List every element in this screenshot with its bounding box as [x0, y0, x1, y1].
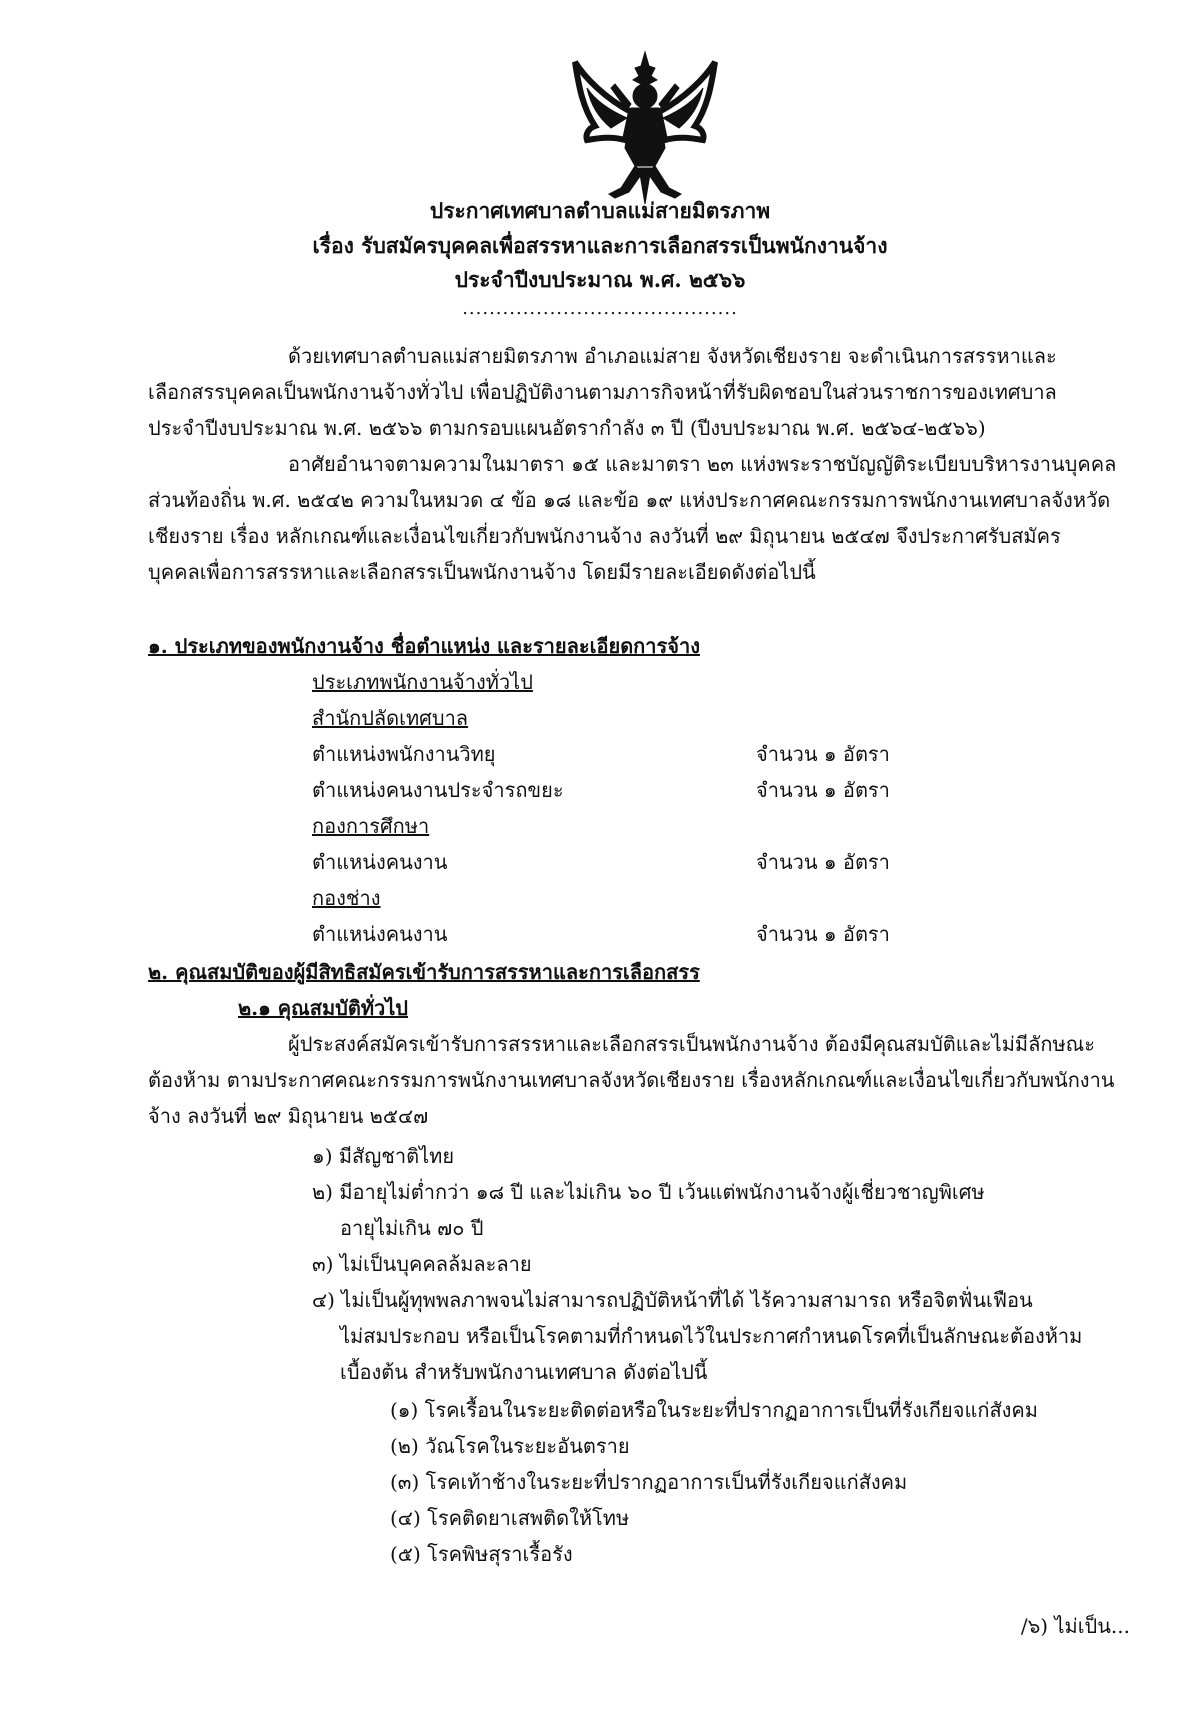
garuda-emblem-icon — [565, 48, 725, 208]
intro-p2-line2: ส่วนท้องถิ่น พ.ศ. ๒๕๔๒ ความในหมวด ๔ ข้อ ๑๘ และข้อ ๑๙ แห่งประกาศคณะกรรมการพนักงานเทศบาลจังหวัด — [148, 488, 1111, 512]
employee-type-label: ประเภทพนักงานจ้างทั่วไป — [312, 670, 533, 694]
section1-heading: ๑. ประเภทของพนักงานจ้าง ชื่อตำแหน่ง และรายละเอียดการจ้าง — [148, 634, 700, 658]
position-worker-engineering: ตำแหน่งคนงาน — [312, 922, 448, 946]
disease-item-1: (๑) โรคเรื้อนในระยะติดต่อหรือในระยะที่ปรากฏอาการเป็นที่รังเกียจแก่สังคม — [390, 1398, 1038, 1422]
section2-1-heading: ๒.๑ คุณสมบัติทั่วไป — [238, 996, 408, 1020]
qualification-item-2: ๒) มีอายุไม่ต่ำกว่า ๑๘ ปี และไม่เกิน ๖๐ ปี เว้นแต่พนักงานจ้างผู้เชี่ยวชาญพิเศษ — [312, 1180, 985, 1204]
position-amount: จำนวน ๑ อัตรา — [756, 742, 890, 766]
continued-marker: /๖) ไม่เป็น... — [1020, 1614, 1130, 1638]
section2-intro-line2: ต้องห้าม ตามประกาศคณะกรรมการพนักงานเทศบาลจังหวัดเชียงราย เรื่องหลักเกณฑ์และเงื่อนไขเกี่ยวกับพนักงาน — [148, 1068, 1115, 1092]
disease-item-2: (๒) วัณโรคในระยะอันตราย — [390, 1434, 630, 1458]
qualification-item-2-cont: อายุไม่เกิน ๗๐ ปี — [340, 1216, 484, 1240]
fiscal-year-line: ประจำปีงบประมาณ พ.ศ. ๒๕๖๖ — [454, 267, 746, 292]
qualification-item-3: ๓) ไม่เป็นบุคคลล้มละลาย — [312, 1252, 532, 1276]
intro-p1-line3: ประจำปีงบประมาณ พ.ศ. ๒๕๖๖ ตามกรอบแผนอัตรากำลัง ๓ ปี (ปีงบประมาณ พ.ศ. ๒๕๖๔-๒๕๖๖) — [148, 416, 986, 440]
qualification-item-4-cont1: ไม่สมประกอบ หรือเป็นโรคตามที่กำหนดไว้ในประกาศกำหนดโรคที่เป็นลักษณะต้องห้าม — [340, 1324, 1083, 1348]
dept-office-label: สำนักปลัดเทศบาล — [312, 706, 469, 730]
disease-item-4: (๔) โรคติดยาเสพติดให้โทษ — [390, 1506, 630, 1530]
position-worker-education: ตำแหน่งคนงาน — [312, 850, 448, 874]
qualification-item-4: ๔) ไม่เป็นผู้ทุพพลภาพจนไม่สามารถปฏิบัติหน้าที่ได้ ไร้ความสามารถ หรือจิตฟั่นเฟือน — [312, 1288, 1033, 1312]
intro-p1-line2: เลือกสรรบุคคลเป็นพนักงานจ้างทั่วไป เพื่อปฏิบัติงานตามภารกิจหน้าที่รับผิดชอบในส่วนราชการของเทศบาล — [148, 380, 1057, 404]
qualification-item-1: ๑) มีสัญชาติไทย — [312, 1144, 455, 1168]
intro-p1-line1: ด้วยเทศบาลตำบลแม่สายมิตรภาพ อำเภอแม่สาย จังหวัดเชียงราย จะดำเนินการสรรหาและ — [288, 344, 1057, 368]
position-amount: จำนวน ๑ อัตรา — [756, 778, 890, 802]
position-amount: จำนวน ๑ อัตรา — [756, 850, 890, 874]
dept-education-label: กองการศึกษา — [312, 814, 430, 838]
intro-p2-line3: เชียงราย เรื่อง หลักเกณฑ์และเงื่อนไขเกี่ยวกับพนักงานจ้าง ลงวันที่ ๒๙ มิถุนายน ๒๕๔๗ จึงประกาศรับสมัคร — [148, 524, 1061, 548]
qualification-item-4-cont2: เบื้องต้น สำหรับพนักงานเทศบาล ดังต่อไปนี้ — [340, 1360, 708, 1384]
section2-heading: ๒. คุณสมบัติของผู้มีสิทธิสมัครเข้ารับการสรรหาและการเลือกสรร — [148, 960, 700, 984]
intro-p2-line1: อาศัยอำนาจตามความในมาตรา ๑๕ และมาตรา ๒๓ แห่งพระราชบัญญัติระเบียบบริหารงานบุคคล — [288, 452, 1117, 476]
section2-intro-line3: จ้าง ลงวันที่ ๒๙ มิถุนายน ๒๕๔๗ — [148, 1104, 429, 1128]
position-garbage-truck-worker: ตำแหน่งคนงานประจำรถขยะ — [312, 778, 564, 802]
announcement-title: ประกาศเทศบาลตำบลแม่สายมิตรภาพ — [429, 198, 771, 223]
disease-item-5: (๕) โรคพิษสุราเรื้อรัง — [390, 1542, 573, 1566]
intro-p2-line4: บุคคลเพื่อการสรรหาและเลือกสรรเป็นพนักงานจ้าง โดยมีรายละเอียดดังต่อไปนี้ — [148, 560, 816, 584]
separator-dots: ......................................... — [462, 298, 738, 319]
position-radio-operator: ตำแหน่งพนักงานวิทยุ — [312, 742, 496, 766]
position-amount: จำนวน ๑ อัตรา — [756, 922, 890, 946]
disease-item-3: (๓) โรคเท้าช้างในระยะที่ปรากฏอาการเป็นที่รังเกียจแก่สังคม — [390, 1470, 908, 1494]
announcement-subject: เรื่อง รับสมัครบุคคลเพื่อสรรหาและการเลือกสรรเป็นพนักงานจ้าง — [312, 233, 888, 258]
dept-engineering-label: กองช่าง — [312, 886, 381, 910]
section2-intro-line1: ผู้ประสงค์สมัครเข้ารับการสรรหาและเลือกสรรเป็นพนักงานจ้าง ต้องมีคุณสมบัติและไม่มีลักษณะ — [288, 1032, 1095, 1056]
